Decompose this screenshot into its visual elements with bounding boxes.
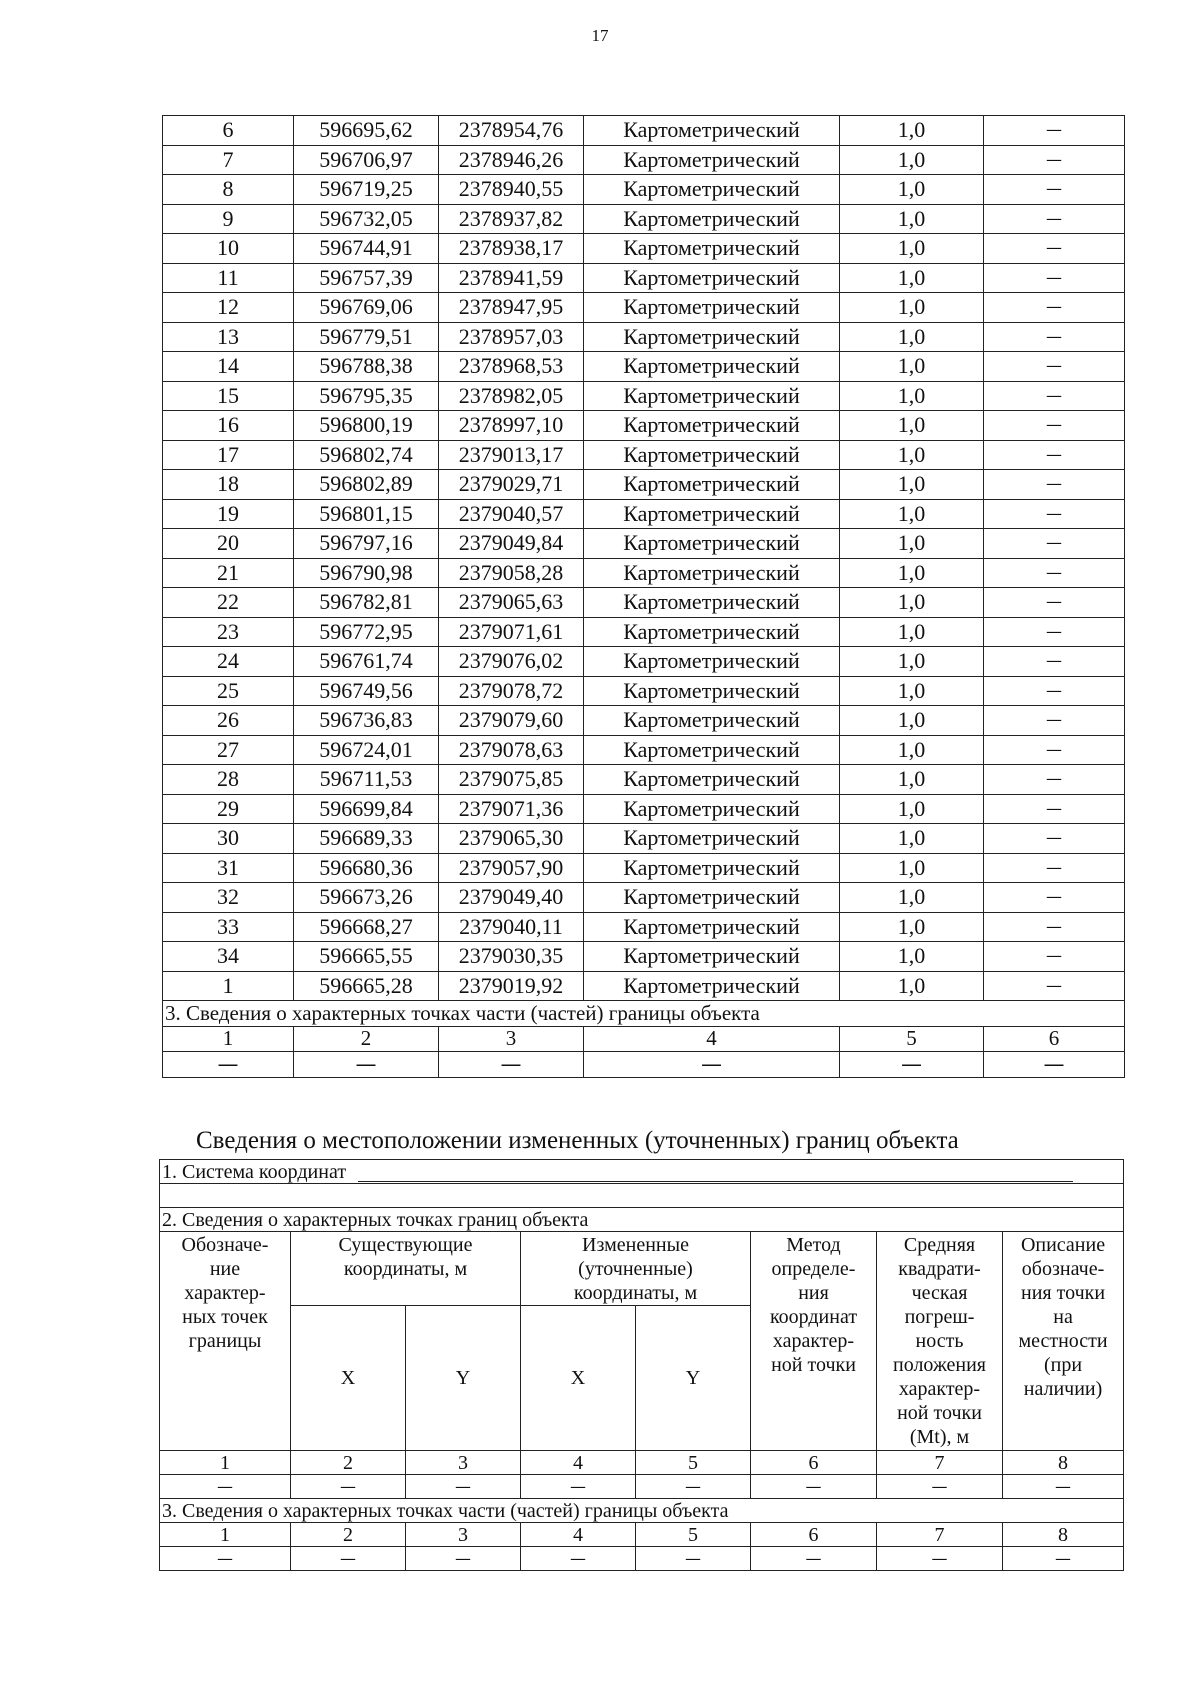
table-row: [163, 263, 1125, 293]
column-number-cell: 5: [840, 1026, 984, 1052]
coord-system-row: [160, 1160, 1124, 1184]
method-cell: Картометрический: [584, 499, 840, 529]
table-row: [163, 912, 1125, 942]
error-cell: 1,0: [840, 942, 984, 972]
point-number-cell: 9: [163, 204, 294, 234]
method-cell: Картометрический: [584, 971, 840, 1001]
method-cell: Картометрический: [584, 853, 840, 883]
error-cell: 1,0: [840, 411, 984, 441]
point-value-cell: —: [1003, 1475, 1124, 1499]
column-number-cell: 2: [291, 1523, 406, 1547]
part-value-cell: —: [1003, 1547, 1124, 1571]
column-number-cell: 4: [521, 1523, 636, 1547]
method-cell: Картометрический: [584, 588, 840, 618]
table-row: [163, 1026, 1125, 1052]
point-number-cell: 34: [163, 942, 294, 972]
description-cell: —: [984, 529, 1125, 559]
point-value-cell: —: [160, 1475, 291, 1499]
table-row: [163, 381, 1125, 411]
x-coord-cell: 596790,98: [294, 558, 439, 588]
x-coord-cell: 596719,25: [294, 175, 439, 205]
column-number-cell: 5: [636, 1523, 751, 1547]
table-row: [163, 411, 1125, 441]
method-cell: Картометрический: [584, 529, 840, 559]
method-cell: Картометрический: [584, 647, 840, 677]
error-cell: 1,0: [840, 440, 984, 470]
x-coord-cell: 596699,84: [294, 794, 439, 824]
error-cell: 1,0: [840, 735, 984, 765]
point-number-cell: 20: [163, 529, 294, 559]
point-number-cell: 18: [163, 470, 294, 500]
table-row: [163, 765, 1125, 795]
point-number-cell: 21: [163, 558, 294, 588]
table-row: [163, 352, 1125, 382]
table-row: [163, 676, 1125, 706]
y-coord-cell: 2379076,02: [439, 647, 584, 677]
error-cell: 1,0: [840, 676, 984, 706]
description-cell: —: [984, 676, 1125, 706]
header-existing-coords: Существующие координаты, м: [291, 1232, 521, 1306]
y-coord-cell: 2379079,60: [439, 706, 584, 736]
error-cell: 1,0: [840, 116, 984, 146]
point-number-cell: 31: [163, 853, 294, 883]
column-number-cell: 6: [751, 1451, 877, 1475]
table-row: [163, 883, 1125, 913]
x-coord-cell: 596711,53: [294, 765, 439, 795]
method-cell: Картометрический: [584, 912, 840, 942]
point-number-cell: 19: [163, 499, 294, 529]
method-cell: Картометрический: [584, 234, 840, 264]
method-cell: Картометрический: [584, 735, 840, 765]
description-cell: —: [984, 912, 1125, 942]
method-cell: Картометрический: [584, 322, 840, 352]
error-cell: 1,0: [840, 971, 984, 1001]
point-value-cell: —: [877, 1475, 1003, 1499]
y-coord-cell: 2378938,17: [439, 234, 584, 264]
point-value-cell: —: [406, 1475, 521, 1499]
error-cell: 1,0: [840, 175, 984, 205]
table-row: [163, 440, 1125, 470]
column-number-cell: 7: [877, 1451, 1003, 1475]
y-coord-cell: 2379071,61: [439, 617, 584, 647]
error-cell: 1,0: [840, 529, 984, 559]
point-number-cell: 26: [163, 706, 294, 736]
method-cell: Картометрический: [584, 411, 840, 441]
description-cell: —: [984, 558, 1125, 588]
table-row: [163, 824, 1125, 854]
description-cell: —: [984, 735, 1125, 765]
column-number-cell: 1: [163, 1026, 294, 1052]
column-number-cell: 3: [406, 1451, 521, 1475]
part-value-cell: —: [160, 1547, 291, 1571]
point-number-cell: 11: [163, 263, 294, 293]
y-coord-cell: 2378954,76: [439, 116, 584, 146]
y-coord-cell: 2379029,71: [439, 470, 584, 500]
coord-system-label: 1. Система координат: [162, 1161, 347, 1183]
method-cell: Картометрический: [584, 824, 840, 854]
description-cell: —: [984, 647, 1125, 677]
y-coord-cell: 2378982,05: [439, 381, 584, 411]
error-cell: 1,0: [840, 647, 984, 677]
part-value-cell: —: [636, 1547, 751, 1571]
description-cell: —: [984, 352, 1125, 382]
error-cell: 1,0: [840, 499, 984, 529]
method-cell: Картометрический: [584, 794, 840, 824]
method-cell: Картометрический: [584, 942, 840, 972]
point-number-cell: 16: [163, 411, 294, 441]
point-value-cell: —: [751, 1475, 877, 1499]
header-description: Описание обозначе- ния точки на местности (при наличии): [1003, 1232, 1124, 1451]
error-cell: 1,0: [840, 263, 984, 293]
table-row: [163, 116, 1125, 146]
table-row: [163, 588, 1125, 618]
description-cell: —: [984, 588, 1125, 618]
description-cell: —: [984, 824, 1125, 854]
x-coord-cell: 596795,35: [294, 381, 439, 411]
y-coord-cell: 2379065,63: [439, 588, 584, 618]
table-row: [163, 293, 1125, 323]
error-cell: 1,0: [840, 912, 984, 942]
method-cell: Картометрический: [584, 263, 840, 293]
coord-system-blank-line: [358, 1161, 1073, 1182]
y-coord-cell: 2379049,84: [439, 529, 584, 559]
part-value-cell: —: [984, 1052, 1125, 1078]
y-coord-cell: 2379019,92: [439, 971, 584, 1001]
column-number-cell: 2: [294, 1026, 439, 1052]
table-row: [160, 1451, 1124, 1475]
point-number-cell: 12: [163, 293, 294, 323]
points-heading: 2. Сведения о характерных точках границ объекта: [160, 1208, 1124, 1232]
point-number-cell: 25: [163, 676, 294, 706]
header-mean-error: Средняя квадрати- ческая погреш- ность положения характер- ной точки (Mt), м: [877, 1232, 1003, 1451]
description-cell: —: [984, 470, 1125, 500]
point-number-cell: 33: [163, 912, 294, 942]
description-cell: —: [984, 145, 1125, 175]
method-cell: Картометрический: [584, 617, 840, 647]
table-row: [160, 1475, 1124, 1499]
error-cell: 1,0: [840, 204, 984, 234]
table-row: [163, 971, 1125, 1001]
description-cell: —: [984, 204, 1125, 234]
point-number-cell: 22: [163, 588, 294, 618]
point-number-cell: 10: [163, 234, 294, 264]
x-coord-cell: 596797,16: [294, 529, 439, 559]
point-value-cell: —: [291, 1475, 406, 1499]
error-cell: 1,0: [840, 824, 984, 854]
error-cell: 1,0: [840, 883, 984, 913]
column-number-cell: 6: [751, 1523, 877, 1547]
description-cell: —: [984, 293, 1125, 323]
column-number-cell: 3: [406, 1523, 521, 1547]
point-number-cell: 1: [163, 971, 294, 1001]
table-row: [163, 942, 1125, 972]
y-coord-cell: 2378946,26: [439, 145, 584, 175]
column-number-cell: 4: [584, 1026, 840, 1052]
method-cell: Картометрический: [584, 116, 840, 146]
description-cell: —: [984, 499, 1125, 529]
y-coord-cell: 2379078,72: [439, 676, 584, 706]
header-existing-x: X: [291, 1306, 406, 1451]
method-cell: Картометрический: [584, 765, 840, 795]
x-coord-cell: 596680,36: [294, 853, 439, 883]
method-cell: Картометрический: [584, 204, 840, 234]
table-row: [163, 322, 1125, 352]
x-coord-cell: 596802,89: [294, 470, 439, 500]
method-cell: Картометрический: [584, 676, 840, 706]
method-cell: Картометрический: [584, 440, 840, 470]
table-row: [163, 647, 1125, 677]
table-row: [163, 706, 1125, 736]
point-number-cell: 28: [163, 765, 294, 795]
header-existing-y: Y: [406, 1306, 521, 1451]
error-cell: 1,0: [840, 381, 984, 411]
method-cell: Картометрический: [584, 352, 840, 382]
x-coord-cell: 596802,74: [294, 440, 439, 470]
table-row: [163, 529, 1125, 559]
table-row: [163, 853, 1125, 883]
x-coord-cell: 596769,06: [294, 293, 439, 323]
column-number-cell: 7: [877, 1523, 1003, 1547]
description-cell: —: [984, 706, 1125, 736]
table-row: [163, 145, 1125, 175]
y-coord-cell: 2379057,90: [439, 853, 584, 883]
boundary-points-table: [162, 115, 1125, 1078]
description-cell: —: [984, 322, 1125, 352]
x-coord-cell: 596689,33: [294, 824, 439, 854]
description-cell: —: [984, 617, 1125, 647]
description-cell: —: [984, 234, 1125, 264]
method-cell: Картометрический: [584, 706, 840, 736]
part-value-cell: —: [840, 1052, 984, 1078]
x-coord-cell: 596732,05: [294, 204, 439, 234]
x-coord-cell: 596749,56: [294, 676, 439, 706]
table-row: [163, 204, 1125, 234]
point-number-cell: 29: [163, 794, 294, 824]
table-row: [163, 1052, 1125, 1078]
header-point-designation: Обозначе- ние характер- ных точек границы: [160, 1232, 291, 1451]
method-cell: Картометрический: [584, 381, 840, 411]
description-cell: —: [984, 440, 1125, 470]
description-cell: —: [984, 263, 1125, 293]
y-coord-cell: 2379040,57: [439, 499, 584, 529]
description-cell: —: [984, 765, 1125, 795]
column-number-cell: 4: [521, 1451, 636, 1475]
table-row: [163, 470, 1125, 500]
description-cell: —: [984, 853, 1125, 883]
x-coord-cell: 596695,62: [294, 116, 439, 146]
x-coord-cell: 596724,01: [294, 735, 439, 765]
table-row: [163, 234, 1125, 264]
description-cell: —: [984, 942, 1125, 972]
part-value-cell: —: [584, 1052, 840, 1078]
y-coord-cell: 2379030,35: [439, 942, 584, 972]
x-coord-cell: 596736,83: [294, 706, 439, 736]
y-coord-cell: 2379065,30: [439, 824, 584, 854]
y-coord-cell: 2378997,10: [439, 411, 584, 441]
point-number-cell: 14: [163, 352, 294, 382]
point-value-cell: —: [636, 1475, 751, 1499]
part-value-cell: —: [291, 1547, 406, 1571]
table-row: [160, 1523, 1124, 1547]
table-row: [163, 617, 1125, 647]
section-title: Сведения о местоположении измененных (уточненных) границ объекта: [196, 1127, 959, 1154]
point-number-cell: 8: [163, 175, 294, 205]
x-coord-cell: 596706,97: [294, 145, 439, 175]
y-coord-cell: 2378968,53: [439, 352, 584, 382]
error-cell: 1,0: [840, 588, 984, 618]
y-coord-cell: 2378940,55: [439, 175, 584, 205]
part-value-cell: —: [294, 1052, 439, 1078]
x-coord-cell: 596665,55: [294, 942, 439, 972]
x-coord-cell: 596788,38: [294, 352, 439, 382]
y-coord-cell: 2378941,59: [439, 263, 584, 293]
changed-boundaries-table: [159, 1159, 1124, 1571]
table-row: [160, 1547, 1124, 1571]
error-cell: 1,0: [840, 322, 984, 352]
table-row: [163, 175, 1125, 205]
column-number-cell: 1: [160, 1523, 291, 1547]
description-cell: —: [984, 175, 1125, 205]
part-value-cell: —: [521, 1547, 636, 1571]
x-coord-cell: 596800,19: [294, 411, 439, 441]
column-number-cell: 8: [1003, 1523, 1124, 1547]
point-number-cell: 30: [163, 824, 294, 854]
point-number-cell: 32: [163, 883, 294, 913]
table-row: [163, 499, 1125, 529]
table-row: [163, 558, 1125, 588]
x-coord-cell: 596744,91: [294, 234, 439, 264]
part-value-cell: —: [163, 1052, 294, 1078]
y-coord-cell: 2379071,36: [439, 794, 584, 824]
description-cell: —: [984, 116, 1125, 146]
description-cell: —: [984, 883, 1125, 913]
x-coord-cell: 596668,27: [294, 912, 439, 942]
method-cell: Картометрический: [584, 558, 840, 588]
point-number-cell: 23: [163, 617, 294, 647]
point-number-cell: 6: [163, 116, 294, 146]
column-number-cell: 6: [984, 1026, 1125, 1052]
y-coord-cell: 2378957,03: [439, 322, 584, 352]
part-value-cell: —: [877, 1547, 1003, 1571]
point-number-cell: 24: [163, 647, 294, 677]
error-cell: 1,0: [840, 145, 984, 175]
part-value-cell: —: [751, 1547, 877, 1571]
error-cell: 1,0: [840, 234, 984, 264]
y-coord-cell: 2378947,95: [439, 293, 584, 323]
x-coord-cell: 596673,26: [294, 883, 439, 913]
y-coord-cell: 2379013,17: [439, 440, 584, 470]
point-number-cell: 13: [163, 322, 294, 352]
description-cell: —: [984, 971, 1125, 1001]
part-value-cell: —: [439, 1052, 584, 1078]
table-row: [163, 794, 1125, 824]
error-cell: 1,0: [840, 706, 984, 736]
column-number-cell: 1: [160, 1451, 291, 1475]
column-number-cell: 5: [636, 1451, 751, 1475]
method-cell: Картометрический: [584, 293, 840, 323]
method-cell: Картометрический: [584, 145, 840, 175]
y-coord-cell: 2379078,63: [439, 735, 584, 765]
point-number-cell: 7: [163, 145, 294, 175]
error-cell: 1,0: [840, 293, 984, 323]
error-cell: 1,0: [840, 794, 984, 824]
part-heading: 3. Сведения о характерных точках части (частей) границы объекта: [163, 1001, 1125, 1027]
point-number-cell: 27: [163, 735, 294, 765]
method-cell: Картометрический: [584, 470, 840, 500]
point-number-cell: 17: [163, 440, 294, 470]
description-cell: —: [984, 794, 1125, 824]
x-coord-cell: 596782,81: [294, 588, 439, 618]
description-cell: —: [984, 411, 1125, 441]
error-cell: 1,0: [840, 352, 984, 382]
page-number: 17: [591, 26, 609, 45]
x-coord-cell: 596757,39: [294, 263, 439, 293]
blank-row: [160, 1184, 1124, 1208]
point-number-cell: 15: [163, 381, 294, 411]
x-coord-cell: 596779,51: [294, 322, 439, 352]
x-coord-cell: 596801,15: [294, 499, 439, 529]
method-cell: Картометрический: [584, 175, 840, 205]
header-changed-y: Y: [636, 1306, 751, 1451]
point-value-cell: —: [521, 1475, 636, 1499]
header-changed-coords: Измененные (уточненные) координаты, м: [521, 1232, 751, 1306]
error-cell: 1,0: [840, 470, 984, 500]
table-row: [163, 735, 1125, 765]
part-value-cell: —: [406, 1547, 521, 1571]
y-coord-cell: 2379049,40: [439, 883, 584, 913]
x-coord-cell: 596772,95: [294, 617, 439, 647]
y-coord-cell: 2379040,11: [439, 912, 584, 942]
x-coord-cell: 596761,74: [294, 647, 439, 677]
x-coord-cell: 596665,28: [294, 971, 439, 1001]
part-heading-2: 3. Сведения о характерных точках части (частей) границы объекта: [160, 1499, 1124, 1523]
error-cell: 1,0: [840, 853, 984, 883]
method-cell: Картометрический: [584, 883, 840, 913]
column-number-cell: 8: [1003, 1451, 1124, 1475]
column-number-cell: 2: [291, 1451, 406, 1475]
header-method: Метод определе- ния координат характер- ной точки: [751, 1232, 877, 1451]
header-changed-x: X: [521, 1306, 636, 1451]
error-cell: 1,0: [840, 558, 984, 588]
error-cell: 1,0: [840, 765, 984, 795]
y-coord-cell: 2378937,82: [439, 204, 584, 234]
y-coord-cell: 2379075,85: [439, 765, 584, 795]
column-number-cell: 3: [439, 1026, 584, 1052]
y-coord-cell: 2379058,28: [439, 558, 584, 588]
error-cell: 1,0: [840, 617, 984, 647]
description-cell: —: [984, 381, 1125, 411]
